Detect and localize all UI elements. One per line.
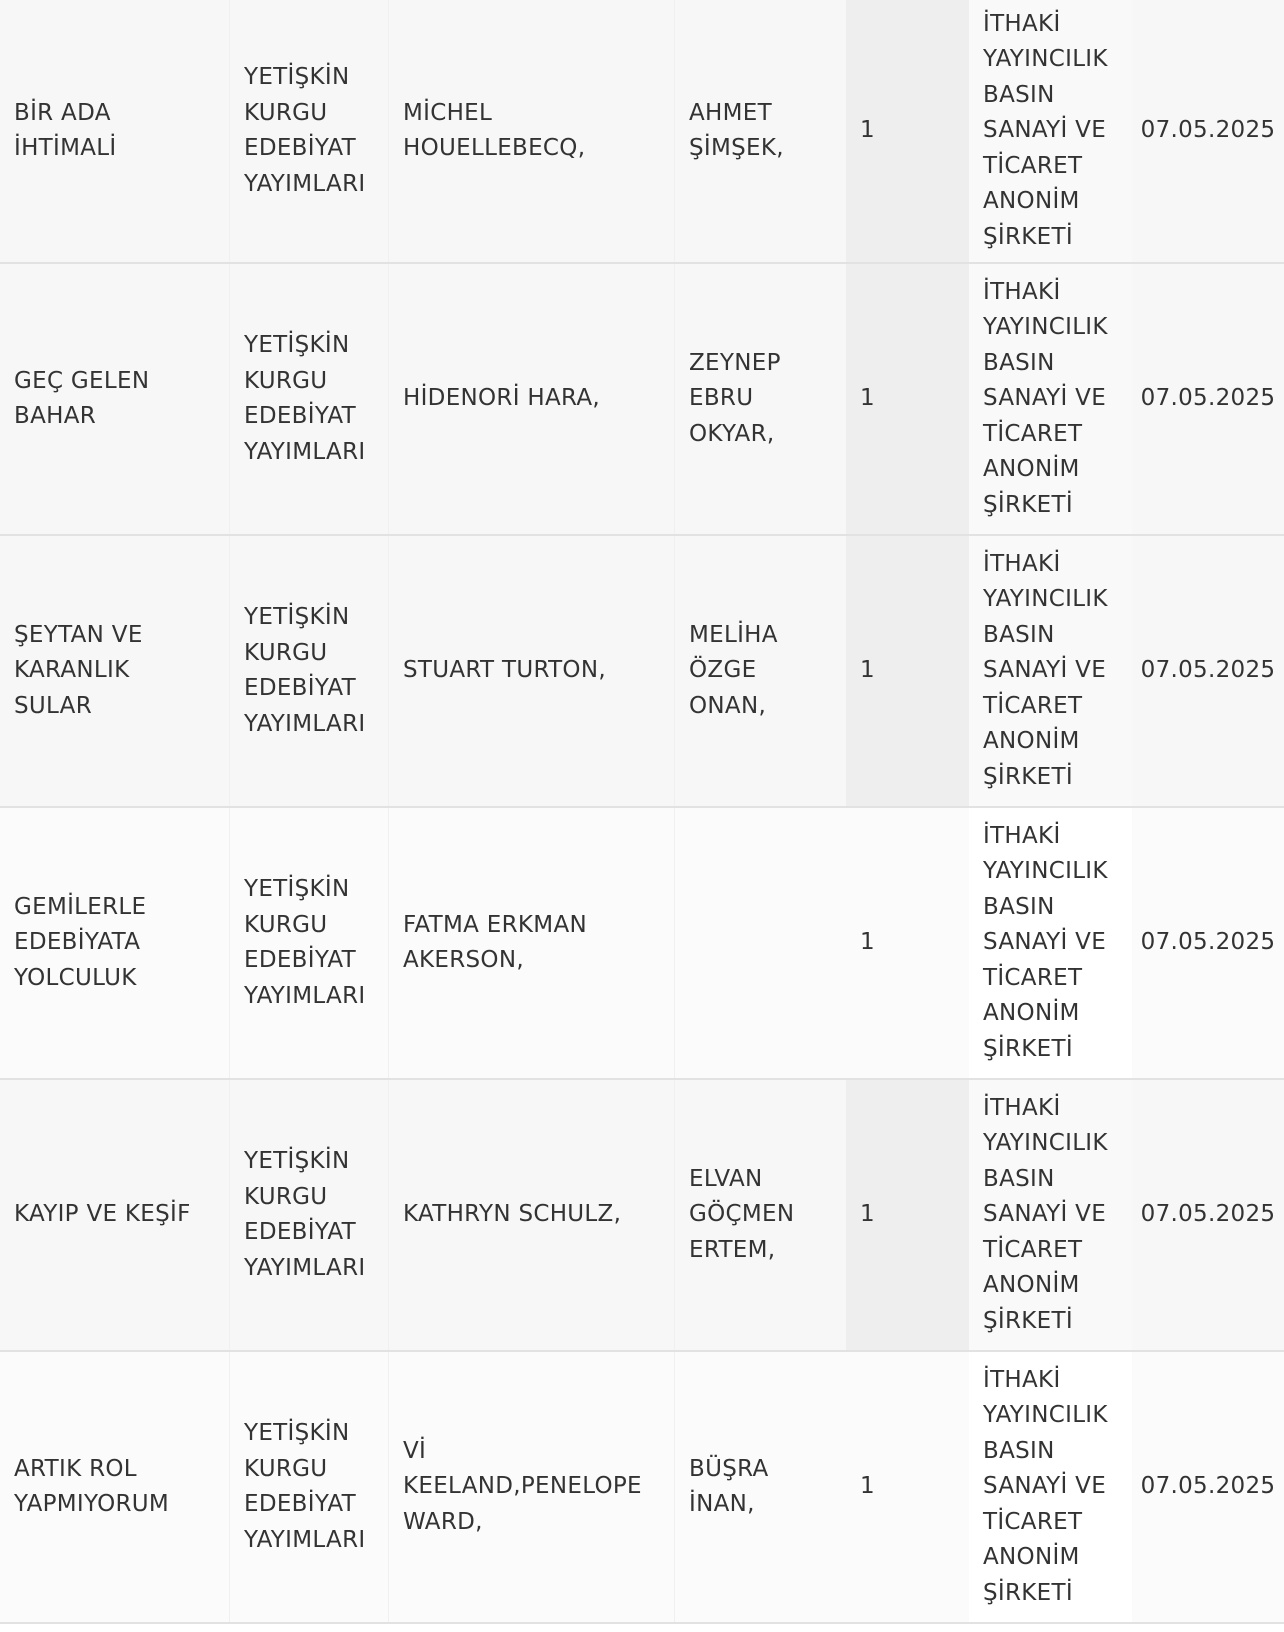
table-row	[0, 808, 1284, 1080]
translator-cell	[674, 808, 846, 1078]
publisher-cell: İTHAKİ YAYINCILIK BASIN SANAYİ VE TİCARET ANONİM ŞİRKETİ	[969, 1352, 1132, 1622]
date-cell: 07.05.2025	[1140, 117, 1276, 144]
publisher-cell: İTHAKİ YAYINCILIK BASIN SANAYİ VE TİCARET ANONİM ŞİRKETİ	[969, 536, 1132, 806]
book-title-cell: KAYIP VE KEŞİF	[14, 1201, 191, 1228]
author-cell: Vİ KEELAND,PENELOPE WARD,	[388, 1352, 674, 1622]
author-cell: MİCHEL HOUELLEBECQ,	[388, 0, 674, 262]
book-title-cell: GEMİLERLE EDEBİYATA YOLCULUK	[14, 893, 147, 991]
table-row	[0, 0, 1284, 264]
category-cell: YETİŞKİN KURGU EDEBİYAT YAYIMLARI	[229, 264, 388, 534]
category-cell: YETİŞKİN KURGU EDEBİYAT YAYIMLARI	[229, 1352, 388, 1622]
table-row	[0, 1080, 1284, 1352]
translator-cell: BÜŞRA İNAN,	[674, 1352, 846, 1622]
table-row	[0, 1352, 1284, 1624]
publisher-cell: İTHAKİ YAYINCILIK BASIN SANAYİ VE TİCARET ANONİM ŞİRKETİ	[969, 264, 1132, 534]
translator-cell: ZEYNEP EBRU OKYAR,	[674, 264, 846, 534]
count-cell: 1	[860, 929, 875, 956]
author-cell: HİDENORİ HARA,	[388, 264, 674, 534]
publisher-cell: İTHAKİ YAYINCILIK BASIN SANAYİ VE TİCARET ANONİM ŞİRKETİ	[969, 1080, 1132, 1350]
author-cell: STUART TURTON,	[388, 536, 674, 806]
count-cell: 1	[846, 0, 969, 262]
book-title-cell: BİR ADA İHTİMALİ	[14, 99, 117, 161]
translator-cell: AHMET ŞİMŞEK,	[674, 0, 846, 262]
count-cell: 1	[846, 536, 969, 806]
translator-cell: ELVAN GÖÇMEN ERTEM,	[674, 1080, 846, 1350]
translator-cell: MELİHA ÖZGE ONAN,	[674, 536, 846, 806]
date-cell: 07.05.2025	[1140, 1473, 1276, 1500]
category-cell: YETİŞKİN KURGU EDEBİYAT YAYIMLARI	[229, 0, 388, 262]
book-title-cell: ŞEYTAN VE KARANLIK SULAR	[14, 621, 143, 719]
count-cell: 1	[846, 264, 969, 534]
date-cell: 07.05.2025	[1140, 385, 1276, 412]
author-cell: KATHRYN SCHULZ,	[388, 1080, 674, 1350]
author-cell: FATMA ERKMAN AKERSON,	[388, 808, 674, 1078]
category-cell: YETİŞKİN KURGU EDEBİYAT YAYIMLARI	[229, 808, 388, 1078]
table-row	[0, 264, 1284, 536]
category-cell: YETİŞKİN KURGU EDEBİYAT YAYIMLARI	[229, 1080, 388, 1350]
date-cell: 07.05.2025	[1140, 657, 1276, 684]
publisher-cell: İTHAKİ YAYINCILIK BASIN SANAYİ VE TİCARET ANONİM ŞİRKETİ	[969, 808, 1132, 1078]
category-cell: YETİŞKİN KURGU EDEBİYAT YAYIMLARI	[229, 536, 388, 806]
date-cell: 07.05.2025	[1140, 929, 1276, 956]
count-cell: 1	[860, 1473, 875, 1500]
book-title-cell: ARTIK ROL YAPMIYORUM	[14, 1455, 170, 1517]
book-title-cell: GEÇ GELEN BAHAR	[14, 367, 150, 429]
count-cell: 1	[846, 1080, 969, 1350]
date-cell: 07.05.2025	[1140, 1201, 1276, 1228]
publisher-cell: İTHAKİ YAYINCILIK BASIN SANAYİ VE TİCARET ANONİM ŞİRKETİ	[969, 0, 1132, 262]
table-row	[0, 536, 1284, 808]
